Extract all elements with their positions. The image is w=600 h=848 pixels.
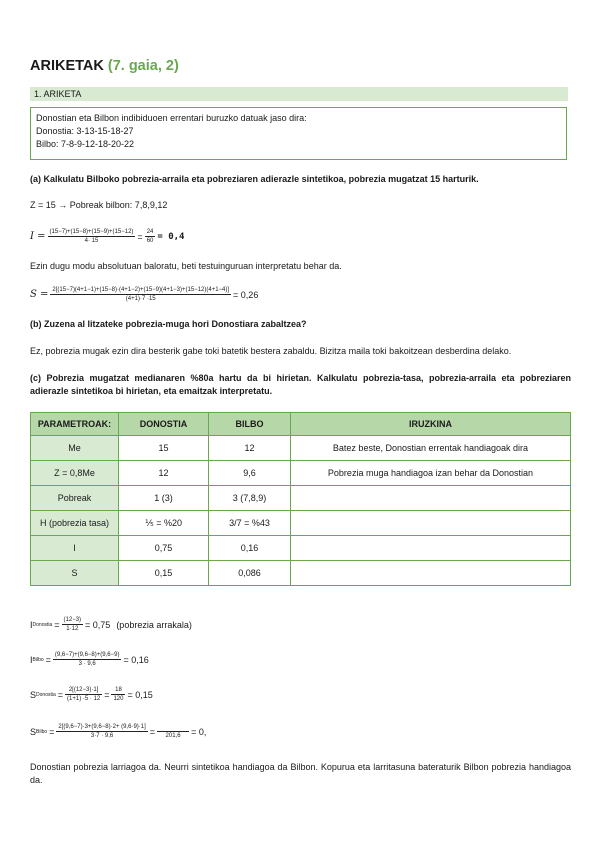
- f3-den2: 120: [113, 696, 124, 702]
- note-line: Ezin dugu modu absolutuan baloratu, beti testuinguruan interpretatu behar da.: [30, 261, 342, 271]
- header-cell: BILBO: [209, 413, 291, 436]
- question-b: (b) Zuzena al litzateke pobrezia-muga hori Donostiara zabaltzea?: [30, 319, 307, 329]
- f3-sub: Donostia: [36, 691, 56, 698]
- param-label: H (pobrezia tasa): [31, 511, 119, 536]
- f3-eq2: =: [104, 689, 110, 700]
- f3-result: = 0,15: [127, 689, 153, 700]
- answer-b: Ez, pobrezia mugak ezin dira besterik gabe toki batetik bestera zabaldu. Bizitza maila toki bakoitzean desberdina delako.: [30, 346, 512, 356]
- f4-num: 2[(9,6−7)·3+(9,6−8)·2+ (9,6·9)·1]: [58, 724, 146, 730]
- f3-fraction: [65, 686, 102, 703]
- f1-num: (12−3): [63, 617, 82, 623]
- f3-num2: 18: [111, 686, 125, 695]
- bilbo-cell: 9,6: [209, 461, 291, 486]
- s-result: = 0,26: [233, 289, 259, 300]
- f4-eq: =: [49, 726, 55, 737]
- f1-result: = 0,75: [85, 619, 111, 630]
- s-fraction: [50, 286, 231, 303]
- donostia-cell: 0,15: [119, 561, 209, 586]
- table-row: [31, 436, 571, 461]
- comment-cell: [291, 486, 571, 511]
- f2-sub: Bilbo: [32, 656, 44, 663]
- data-box: [30, 107, 567, 160]
- question-a: (a) Kalkulatu Bilboko pobrezia-arraila eta pobreziaren adierazle sintetikoa, pobrezia mugatzat 15 harturik.: [30, 174, 479, 184]
- comment-cell: [291, 511, 571, 536]
- param-label: I: [31, 536, 119, 561]
- formula-s-bilbo: [30, 723, 206, 740]
- parameters-table: [30, 412, 571, 586]
- f2-fraction: [53, 651, 122, 668]
- donostia-cell: 15: [119, 436, 209, 461]
- header-cell: IRUZKINA: [291, 413, 571, 436]
- f2-eq: =: [45, 654, 51, 665]
- param-label: S: [31, 561, 119, 586]
- i-result: = 0,4: [157, 231, 185, 242]
- f4-lhs: S: [30, 726, 37, 737]
- f3-fraction-2: [111, 686, 125, 703]
- question-c: (c) Pobrezia mugatzat medianaren %80a hartu da bi hirietan. Kalkulatu pobrezia-tasa, pobrezia-arraila eta pobreziaren adierazle sintetikoa bi hirietan, eta emaitzak interpretatu.: [30, 373, 571, 396]
- f1-eq: =: [54, 619, 60, 630]
- header-cell: PARAMETROAK:: [31, 413, 119, 436]
- i-equals: =: [137, 231, 143, 242]
- f4-den2: 201,6: [165, 733, 181, 739]
- i-numerator: (15−7)+(15−8)+(15−9)+(15−12): [49, 229, 134, 235]
- title-main: ARIKETAK: [30, 58, 104, 74]
- comment-cell: [291, 561, 571, 586]
- i-fraction: [48, 228, 136, 245]
- table-row: [31, 536, 571, 561]
- f2-lhs: I: [30, 654, 33, 665]
- donostia-cell: 0,75: [119, 536, 209, 561]
- f4-fraction-2: [157, 723, 189, 740]
- s-denominator: (4+1)·7 ·15: [125, 296, 156, 302]
- i-denominator-2: 60: [146, 238, 154, 244]
- f2-result: = 0,16: [123, 654, 149, 665]
- bilbo-cell: 0,16: [209, 536, 291, 561]
- formula-i: [30, 228, 184, 245]
- bilbo-cell: 0,086: [209, 561, 291, 586]
- bilbo-cell: 3 (7,8,9): [209, 486, 291, 511]
- z-line: Z = 15 → Pobreak bilbon: 7,8,9,12: [30, 200, 168, 210]
- intro-line-3: Bilbo: 7-8-9-12-18-20-22: [36, 139, 135, 149]
- f1-fraction: [62, 616, 84, 633]
- donostia-cell: 12: [119, 461, 209, 486]
- param-label: Me: [31, 436, 119, 461]
- f4-fraction: [56, 723, 147, 740]
- s-label: S =: [30, 289, 49, 300]
- page-title: [30, 58, 179, 74]
- f1-den: 1·12: [66, 626, 79, 632]
- donostia-cell: ⅕ = %20: [119, 511, 209, 536]
- f4-result: = 0,: [191, 726, 207, 737]
- table-row: [31, 561, 571, 586]
- header-cell: DONOSTIA: [119, 413, 209, 436]
- param-label: Pobreak: [31, 486, 119, 511]
- table-row: [31, 486, 571, 511]
- formula-i-donostia: [30, 616, 192, 633]
- bilbo-cell: 3/7 = %43: [209, 511, 291, 536]
- intro-line-2: Donostia: 3-13-15-18-27: [36, 126, 134, 136]
- formula-s: [30, 286, 258, 303]
- formula-s-donostia: [30, 686, 153, 703]
- formula-i-bilbo: [30, 651, 149, 668]
- intro-line-1: Donostian eta Bilbon indibiduoen errentari buruzko datuak jaso dira:: [36, 113, 307, 123]
- comment-cell: Pobrezia muga handiagoa izan behar da Donostian: [291, 461, 571, 486]
- f4-den: 3·7 · 9,6: [90, 733, 114, 739]
- bilbo-cell: 12: [209, 436, 291, 461]
- i-numerator-2: 24: [146, 229, 154, 235]
- i-label: I =: [30, 231, 46, 242]
- table-row: [31, 461, 571, 486]
- f3-num: 2[(12−3)·1]: [65, 686, 102, 695]
- s-numerator: 2[(15−7)(4+1−1)+(15−8)·(4+1−2)+(15−9)(4+1−3)+(15−12)(4+1−4)]: [52, 287, 230, 293]
- i-denominator: 4· 15: [84, 238, 99, 244]
- comment-cell: Batez beste, Donostian errentak handiagoak dira: [291, 436, 571, 461]
- f4-sub: Bilbo: [36, 728, 48, 735]
- f2-num: (9,6−7)+(9,6−8)+(9,6−9): [54, 652, 120, 658]
- param-label: Z = 0,8Me: [31, 461, 119, 486]
- table-header-row: [31, 413, 571, 436]
- f3-eq: =: [57, 689, 64, 700]
- f1-sub: Donostia: [32, 621, 53, 628]
- f2-den: 3 · 9,6: [78, 661, 96, 667]
- section-header: 1. ARIKETA: [30, 87, 568, 101]
- table-row: [31, 511, 571, 536]
- f4-eq2: =: [149, 726, 156, 737]
- title-sub: (7. gaia, 2): [107, 58, 179, 74]
- conclusion: Donostian pobrezia larriagoa da. Neurri sintetikoa handiagoa da Bilbon. Kopurua eta larritasuna bateraturik Bilbon pobrezia handiagoa da.: [30, 762, 571, 785]
- f1-note: (pobrezia arrakala): [116, 619, 192, 630]
- i-fraction-2: [145, 228, 156, 245]
- f3-lhs: S: [30, 689, 37, 700]
- f1-lhs: I: [30, 619, 33, 630]
- f4-num2: [157, 723, 189, 732]
- comment-cell: [291, 536, 571, 561]
- f3-den: (1+1) ·5 · 12: [67, 696, 101, 702]
- donostia-cell: 1 (3): [119, 486, 209, 511]
